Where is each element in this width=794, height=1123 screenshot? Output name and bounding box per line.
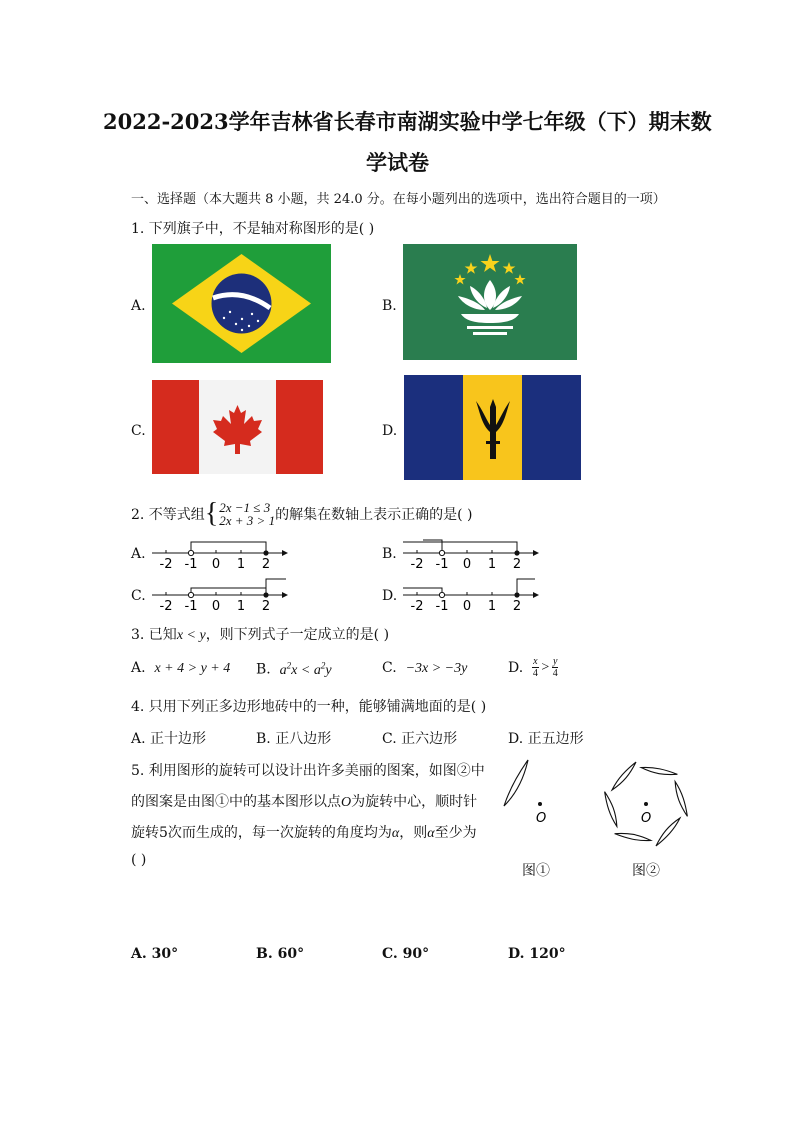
q5-option-c: C. 90° xyxy=(382,946,430,962)
q4-option-d: D. 正五边形 xyxy=(508,731,584,747)
tick-label: 0 xyxy=(211,599,221,612)
page-title-line2: 学试卷 xyxy=(366,150,429,175)
q3-option-d-label: D. xyxy=(508,659,524,676)
inequality-2: 2x + 3 > 1 xyxy=(219,513,276,528)
q2-number-line-c xyxy=(150,576,290,612)
q3-option-a-expr: x + 4 > y + 4 xyxy=(154,661,231,676)
question-2-stem xyxy=(131,498,472,530)
q4-option-c: C. 正六边形 xyxy=(382,731,458,747)
q3-option-b-expr: $a^2x < a^2y$ xyxy=(279,660,332,678)
tick-label: -1 xyxy=(435,557,449,572)
brazil-flag-image xyxy=(152,244,331,363)
figure-2-rotated-pattern xyxy=(598,756,694,852)
tick-label: -2 xyxy=(410,557,424,572)
tick-label: 2 xyxy=(261,557,271,572)
q2-number-line-a xyxy=(150,536,290,572)
q1-option-d-label: D. xyxy=(382,423,398,439)
center-label: O xyxy=(536,811,547,826)
inequality-system xyxy=(205,500,275,528)
macau-flag-image xyxy=(403,244,577,360)
tick-label: 0 xyxy=(462,557,472,572)
canada-flag-image xyxy=(152,380,323,474)
page-title: 2022-2023学年吉林省长春市南湖实验中学七年级（下）期末数 xyxy=(103,109,712,134)
q2-option-a-label: A. xyxy=(131,546,146,562)
q3-option-b xyxy=(256,660,332,679)
question-4-stem: 4. 只用下列正多边形地砖中的一种，能够铺满地面的是( ) xyxy=(131,699,487,715)
tick-label: 0 xyxy=(462,599,472,612)
q2-option-c-label: C. xyxy=(131,588,146,604)
tick-label: 1 xyxy=(236,557,246,572)
q4-option-b: B. 正八边形 xyxy=(256,731,332,747)
tick-label: -2 xyxy=(159,599,173,612)
tick-label: -2 xyxy=(410,599,424,612)
q3-fraction-x-4: $\frac{x}{4}$ xyxy=(532,656,538,679)
q3-option-c xyxy=(382,660,467,677)
question-3-stem xyxy=(131,624,389,644)
center-label: O xyxy=(641,811,652,826)
q1-option-b-label: B. xyxy=(382,298,397,314)
q3-option-a xyxy=(131,660,230,677)
tick-label: 0 xyxy=(211,557,221,572)
q3-option-c-expr: −3x > −3y xyxy=(405,661,468,676)
q2-number-line-b xyxy=(401,536,541,572)
inequality-1: 2x −1 ≤ 3 xyxy=(219,500,271,515)
tick-label: 2 xyxy=(512,599,522,612)
section-heading: 一、选择题（本大题共 8 小题，共 24.0 分。在每小题列出的选项中，选出符合题目的一项） xyxy=(131,192,666,207)
q3-option-c-label: C. xyxy=(382,660,397,676)
q2-number-line-d xyxy=(401,576,541,612)
q1-option-c-label: C. xyxy=(131,423,146,439)
q3-stem-prefix: 3. 已知 xyxy=(131,627,177,643)
q3-stem-suffix: ，则下列式子一定成立的是( ) xyxy=(205,627,390,643)
q5-option-d: D. 120° xyxy=(508,946,566,962)
question-5-line4: ( ) xyxy=(131,852,147,868)
q2-option-d-label: D. xyxy=(382,588,398,604)
q2-option-b-label: B. xyxy=(382,546,397,562)
q2-stem-suffix: 的解集在数轴上表示正确的是( ) xyxy=(275,507,473,523)
barbados-flag-image xyxy=(404,375,581,480)
question-5-line3: 旋转5次而生成的，每一次旋转的角度均为α，则α至少为 xyxy=(131,825,477,841)
tick-label: -2 xyxy=(159,557,173,572)
q3-option-d xyxy=(508,656,558,679)
question-5-line2: 的图案是由图①中的基本图形以点O为旋转中心，顺时针 xyxy=(131,794,478,810)
tick-label: 2 xyxy=(261,599,271,612)
q2-stem-prefix: 2. 不等式组 xyxy=(131,507,205,523)
tick-label: 1 xyxy=(236,599,246,612)
q4-option-a: A. 正十边形 xyxy=(131,731,207,747)
q3-condition: x < y xyxy=(176,628,206,643)
tick-label: 2 xyxy=(512,557,522,572)
q1-option-a-label: A. xyxy=(131,298,146,314)
q5-option-a: A. 30° xyxy=(131,946,179,962)
tick-label: -1 xyxy=(184,599,198,612)
question-5-line1: 5. 利用图形的旋转可以设计出许多美丽的图案，如图②中 xyxy=(131,763,485,779)
q3-fraction-y-4: $\frac{y}{4}$ xyxy=(552,656,558,679)
brace-icon: { xyxy=(204,498,219,529)
question-1-stem: 1. 下列旗子中，不是轴对称图形的是( ) xyxy=(131,221,375,237)
q3-option-a-label: A. xyxy=(131,660,146,676)
tick-label: 1 xyxy=(487,557,497,572)
q5-option-b: B. 60° xyxy=(256,946,305,962)
figure-1-basic-shape xyxy=(498,756,568,836)
figure-1-caption: 图① xyxy=(522,863,550,879)
tick-label: -1 xyxy=(184,557,198,572)
tick-label: 1 xyxy=(487,599,497,612)
q3-option-d-relation: > xyxy=(540,659,550,675)
q3-option-b-label: B. xyxy=(256,661,271,678)
tick-label: -1 xyxy=(435,599,449,612)
figure-2-caption: 图② xyxy=(632,863,660,879)
